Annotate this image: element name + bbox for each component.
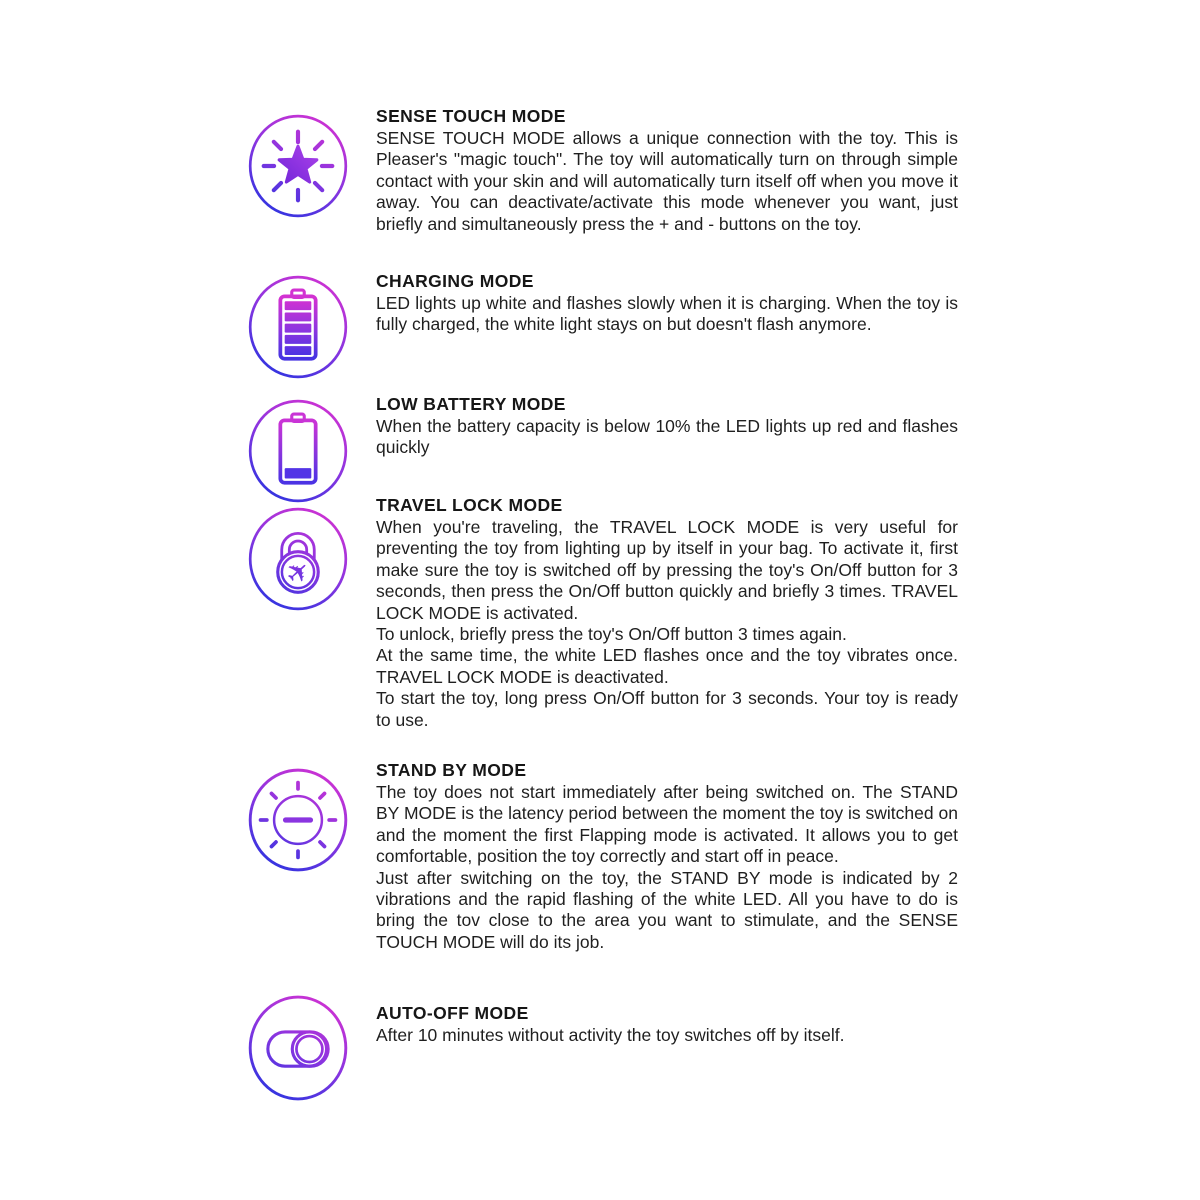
section-title: CHARGING MODE: [376, 271, 534, 291]
section-paragraph: When you're traveling, the TRAVEL LOCK MODE is very useful for preventing the toy from lighting up by itself in your bag. To activate it, first make sure the toy is switched off by pressing the toy's On/Off button for 3 seconds, then press the On/Off button quickly and briefly 3 times. TRAVEL LOCK MODE is activated.: [376, 517, 958, 623]
section-paragraph: To unlock, briefly press the toy's On/Off button 3 times again.: [376, 624, 847, 645]
section-paragraph: At the same time, the white LED flashes once and the toy vibrates once. TRAVEL LOCK MODE is deactivated.: [376, 645, 958, 687]
section-paragraph: To start the toy, long press On/Off button for 3 seconds. Your toy is ready to use.: [376, 688, 958, 730]
section-paragraph: After 10 minutes without activity the toy switches off by itself.: [376, 1025, 845, 1045]
section-paragraph: The toy does not start immediately after being switched on. The STAND BY MODE is the latency period between the moment the toy is switched on and the moment the first Flapping mode is activated. It allows you to get comfortable, position the toy correctly and start off in peace.: [376, 782, 958, 867]
sense-touch-star-icon: [246, 113, 350, 219]
section-stand-by-mode: [246, 759, 962, 953]
section-title: SENSE TOUCH MODE: [376, 106, 566, 126]
section-title: LOW BATTERY MODE: [376, 394, 566, 414]
toggle-off-icon: [246, 995, 350, 1101]
travel-lock-padlock-icon: [246, 506, 350, 612]
section-travel-lock-mode: [246, 494, 962, 731]
section-auto-off-mode: [246, 1002, 962, 1046]
section-title: AUTO-OFF MODE: [376, 1003, 529, 1023]
section-title: STAND BY MODE: [376, 760, 527, 780]
section-low-battery-mode: [246, 393, 962, 459]
standby-glow-icon: [246, 767, 350, 873]
section-sense-touch-mode: [246, 105, 962, 235]
section-paragraph: SENSE TOUCH MODE allows a unique connection with the toy. This is Pleaser's "magic touch". The toy will automatically turn on through simple contact with your skin and will automatically turn itself off when you move it away. You can deactivate/activate this mode whenever you want, just briefly and simultaneously press the + and - buttons on the toy.: [376, 128, 958, 234]
section-title: TRAVEL LOCK MODE: [376, 495, 563, 515]
svg-text:✈: ✈: [278, 552, 319, 593]
section-charging-mode: [246, 270, 962, 336]
battery-charging-icon: [246, 274, 350, 380]
section-paragraph: When the battery capacity is below 10% the LED lights up red and flashes quickly: [376, 416, 958, 458]
section-paragraph: Just after switching on the toy, the STAND BY mode is indicated by 2 vibrations and the rapid flashing of the white LED. All you have to do is bring the tov close to the area you want to stimulate, and the SENSE TOUCH MODE will do its job.: [376, 867, 958, 952]
section-paragraph: LED lights up white and flashes slowly when it is charging. When the toy is fully charged, the white light stays on but doesn't flash anymore.: [376, 293, 958, 335]
battery-low-icon: [246, 398, 350, 504]
